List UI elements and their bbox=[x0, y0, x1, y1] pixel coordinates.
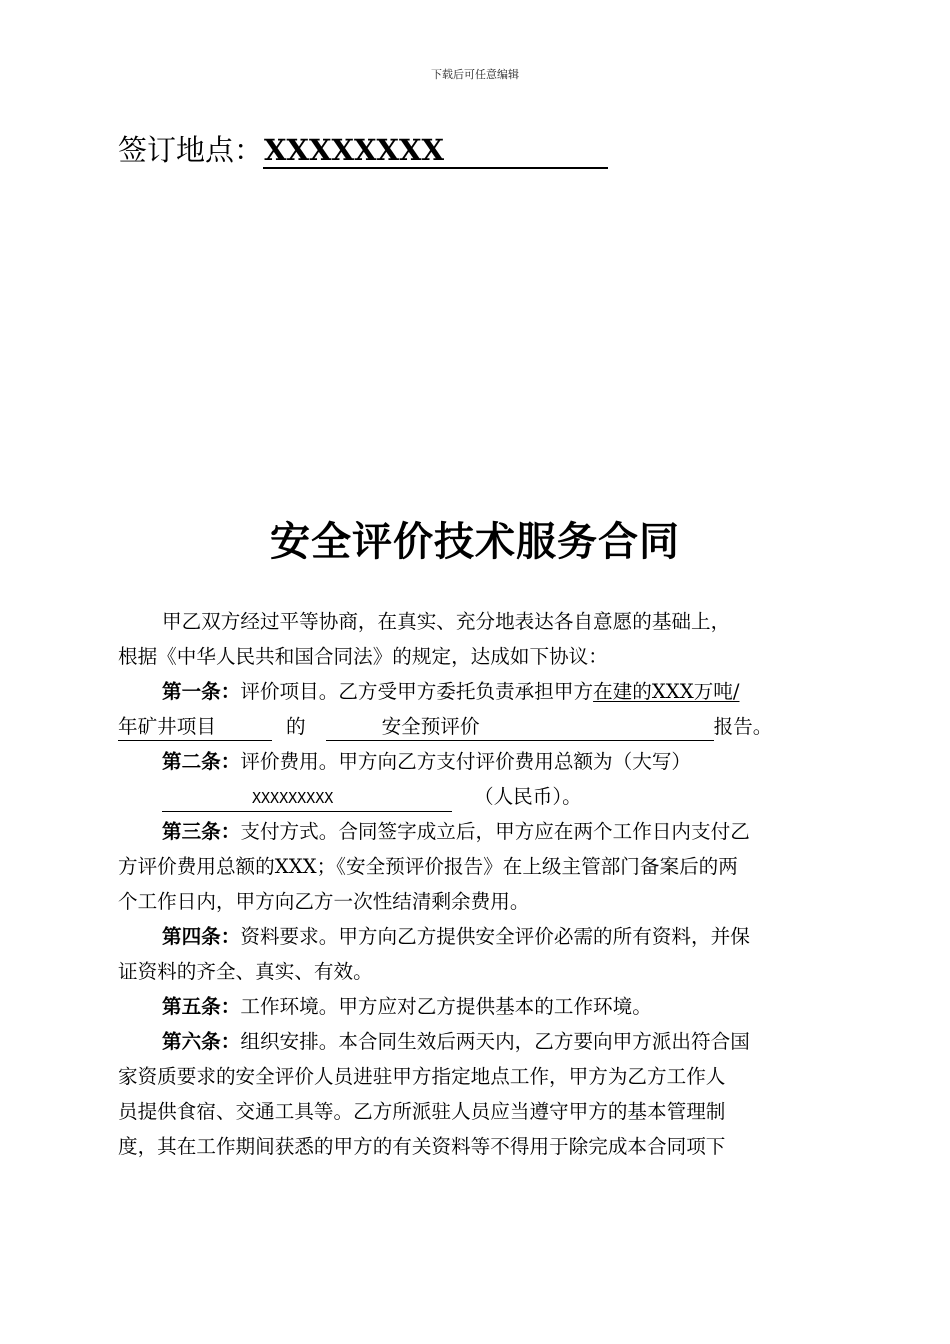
clause-4-text-1: 资料要求。甲方向乙方提供安全评价必需的所有资料，并保 bbox=[240, 925, 750, 948]
clause-1-project-a: 在建的XXX万吨/ bbox=[593, 680, 740, 703]
clause-2-amount-blank bbox=[162, 784, 452, 812]
clause-2-line-1 bbox=[118, 744, 834, 779]
clause-3-label: 第三条： bbox=[162, 820, 241, 843]
header-note: 下载后可任意编辑 bbox=[431, 68, 519, 81]
clause-1-end: 报告。 bbox=[713, 715, 773, 738]
clause-6-line-1 bbox=[118, 1024, 834, 1059]
clause-1-label: 第一条： bbox=[162, 680, 241, 703]
intro-line-2: 根据《中华人民共和国合同法》的规定，达成如下协议： bbox=[118, 645, 608, 668]
clause-6-line-2: 家资质要求的安全评价人员进驻甲方指定地点工作，甲方为乙方工作人 bbox=[118, 1065, 726, 1088]
intro-line-1: 甲乙双方经过平等协商，在真实、充分地表达各自意愿的基础上， bbox=[162, 610, 731, 633]
clause-4-line-1 bbox=[118, 919, 834, 954]
clause-1-of: 的 bbox=[286, 715, 306, 738]
clause-2-label: 第二条： bbox=[162, 750, 241, 773]
clause-3-text-1: 支付方式。合同签字成立后，甲方应在两个工作日内支付乙 bbox=[240, 820, 750, 843]
clause-5-text-1: 工作环境。甲方应对乙方提供基本的工作环境。 bbox=[240, 995, 652, 1018]
clause-6-label: 第六条： bbox=[162, 1030, 241, 1053]
clause-4-line-2: 证资料的齐全、真实、有效。 bbox=[118, 960, 373, 983]
clause-1-text: 评价项目。乙方受甲方委托负责承担甲方 bbox=[240, 680, 594, 703]
signing-place-label: 签订地点： bbox=[118, 133, 264, 167]
document-title: 安全评价技术服务合同 bbox=[270, 519, 680, 565]
clause-2-line-2 bbox=[118, 779, 834, 814]
clause-1-report-type: 安全预评价 bbox=[381, 715, 480, 738]
signing-place-value: XXXXXXXX bbox=[263, 133, 608, 169]
clause-6-text-1: 组织安排。本合同生效后两天内，乙方要向甲方派出符合国 bbox=[240, 1030, 750, 1053]
contract-body bbox=[118, 604, 834, 1164]
clause-2-currency: （人民币）。 bbox=[474, 785, 582, 808]
clause-1-line-2 bbox=[118, 709, 834, 744]
clause-1-line-1 bbox=[118, 674, 834, 709]
clause-3-line-1 bbox=[118, 814, 834, 849]
clause-6-line-3: 员提供食宿、交通工具等。乙方所派驻人员应当遵守甲方的基本管理制 bbox=[118, 1100, 726, 1123]
clause-4-label: 第四条： bbox=[162, 925, 241, 948]
clause-5-line-1 bbox=[118, 989, 834, 1024]
clause-2-text: 评价费用。甲方向乙方支付评价费用总额为（大写） bbox=[240, 750, 692, 773]
clause-2-amount: XXXXXXXXX bbox=[252, 789, 334, 807]
signing-place bbox=[118, 128, 608, 169]
clause-1-project-b: 年矿井项目 bbox=[118, 714, 272, 741]
clause-6-line-4: 度，其在工作期间获悉的甲方的有关资料等不得用于除完成本合同项下 bbox=[118, 1135, 726, 1158]
clause-1-report-blank bbox=[326, 714, 714, 741]
clause-3-line-2: 方评价费用总额的XXX；《安全预评价报告》在上级主管部门备案后的两 bbox=[118, 855, 738, 878]
clause-3-line-3: 个工作日内，甲方向乙方一次性结清剩余费用。 bbox=[118, 890, 530, 913]
clause-5-label: 第五条： bbox=[162, 995, 241, 1018]
